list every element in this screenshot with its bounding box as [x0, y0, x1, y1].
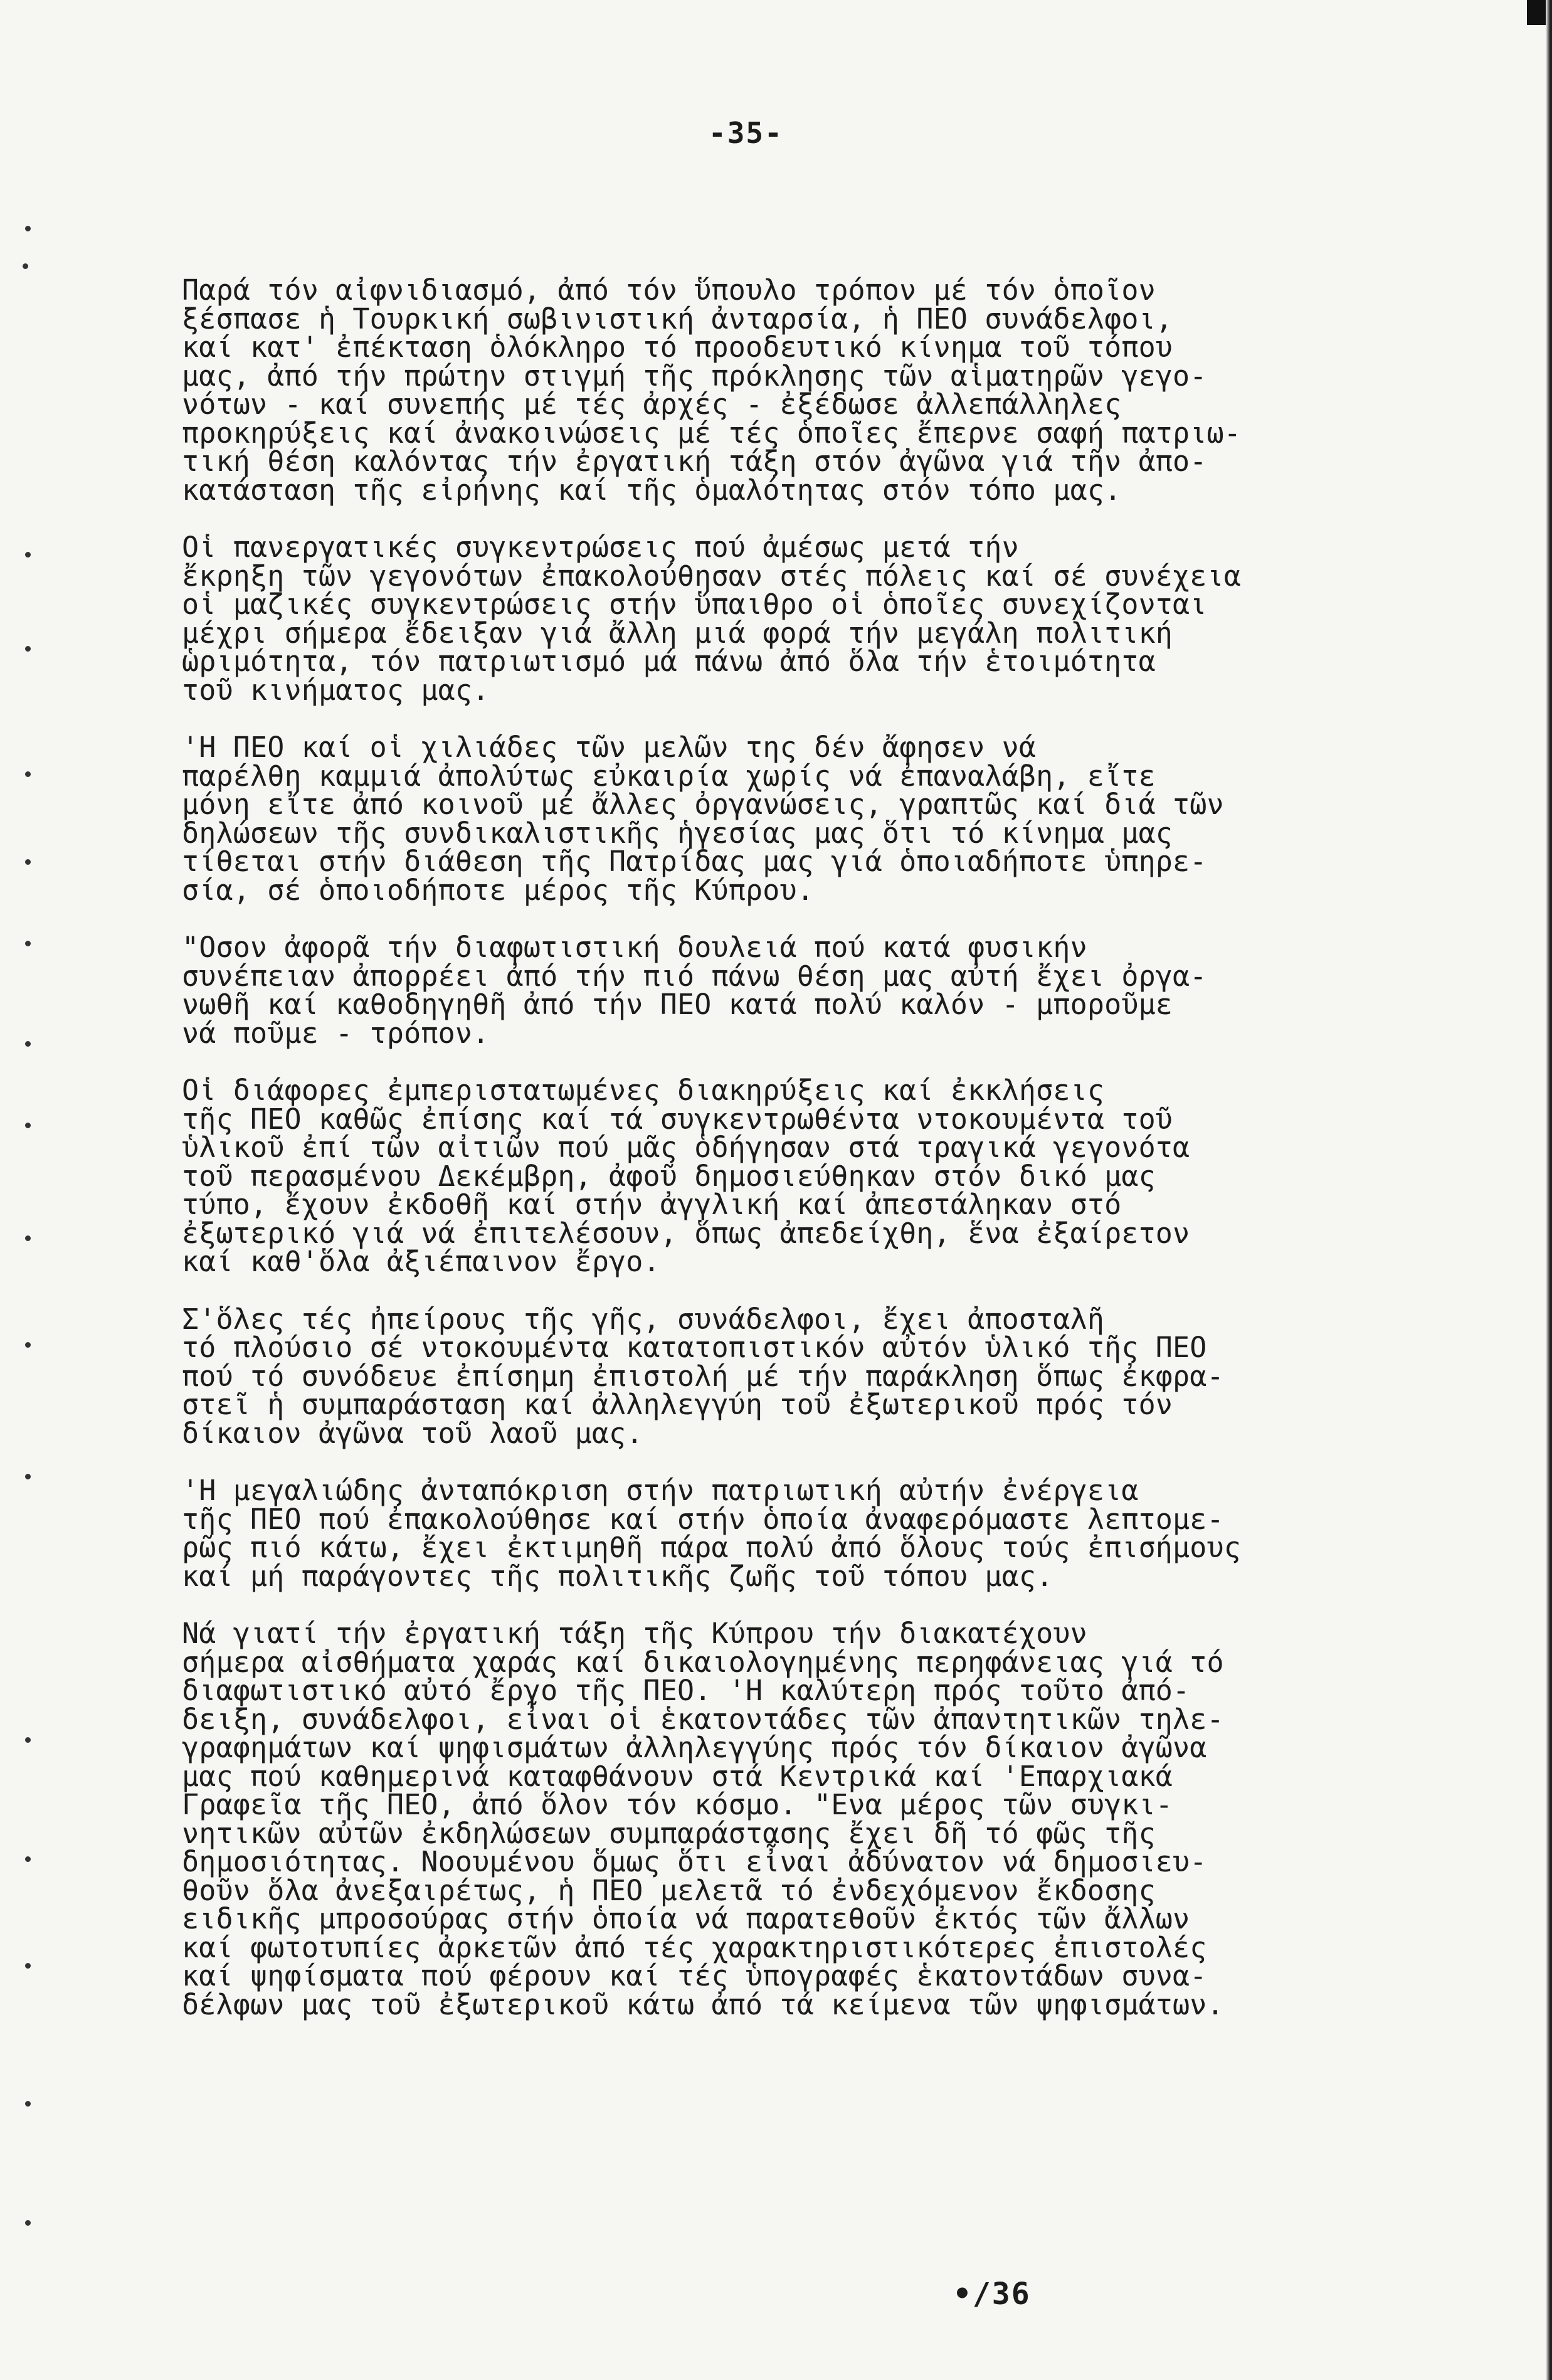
- paragraph: Παρά τόν αἰφνιδιασμό, ἀπό τόν ὕπουλο τρόπον μέ τόν ὁποῖον ξέσπασε ἡ Τουρκική σωβινιστική ἀνταρσία, ἡ ΠΕΟ συνάδελφοι, καί κατ' ἐπέκταση ὁλόκληρο τό προοδευτικό κίνημα τοῦ τόπου μας, ἀπό τήν πρώτην στιγμή τῆς πρόκλησης τῶν αἱματηρῶν γεγο- νότων - καί συνεπής μέ τές ἀρχές - ἐξέδωσε ἀλλεπάλληλες προκηρύξεις καί ἀνακοινώσεις μέ τές ὁποῖες ἔπερνε σαφή πατριω- τική θέση καλόντας τήν ἐργατική τάξη στόν ἀγῶνα γιά τῆν ἀπο- κατάσταση τῆς εἰρήνης καί τῆς ὁμαλότητας στόν τόπο μας.: [182, 273, 1242, 507]
- margin-mark: [25, 1123, 31, 1128]
- paragraph: 'Η μεγαλιώδης ἀνταπόκριση στήν πατριωτική αὐτήν ἐνέργεια τῆς ΠΕΟ πού ἐπακολούθησε καί στήν ὁποία ἀναφερόμαστε λεπτομε- ρῶς πιό κάτω, ἔχει ἐκτιμηθῆ πάρα πολύ ἀπό ὅλους τούς ἐπισήμους καί μή παράγοντες τῆς πολιτικῆς ζωῆς τοῦ τόπου μας.: [182, 1474, 1242, 1593]
- margin-mark: [25, 941, 31, 946]
- margin-mark: [25, 646, 31, 652]
- left-margin-punch-marks: [0, 0, 38, 2380]
- margin-mark: [25, 2220, 31, 2226]
- margin-mark: [25, 1737, 31, 1743]
- paragraph: 'Η ΠΕΟ καί οἱ χιλιάδες τῶν μελῶν της δέν ἄφησεν νά παρέλθη καμμιά ἀπολύτως εὐκαιρία χωρίς νά ἐπαναλάβη, εἴτε μόνη εἴτε ἀπό κοινοῦ μέ ἄλλες ὀργανώσεις, γραπτῶς καί διά τῶν δηλώσεων τῆς συνδικαλιστικῆς ἡγεσίας μας ὅτι τό κίνημα μας τίθεται στήν διάθεση τῆς Πατρίδας μας γιά ὁποιαδήποτε ὑπηρε- σία, σέ ὁποιοδήποτε μέρος τῆς Κύπρου.: [182, 731, 1224, 907]
- margin-mark: [25, 859, 31, 865]
- margin-mark: [25, 2101, 31, 2107]
- margin-mark: [25, 1235, 31, 1241]
- paragraph: "Οσον ἀφορᾶ τήν διαφωτιστική δουλειά πού κατά φυσικήν συνέπειαν ἀπορρέει ἀπό τήν πιό πάνω θέση μας αὐτή ἔχει ὀργα- νωθῆ καί καθοδηγηθῆ ἀπό τήν ΠΕΟ κατά πολύ καλόν - μποροῦμε νά ποῦμε - τρόπον.: [182, 931, 1207, 1050]
- margin-mark: [25, 226, 31, 231]
- page-number: -35-: [709, 116, 783, 150]
- margin-mark: [25, 771, 31, 777]
- margin-mark: [25, 1342, 31, 1348]
- paragraph: Οἱ πανεργατικές συγκεντρώσεις πού ἀμέσως μετά τήν ἔκρηξη τῶν γεγονότων ἐπακολούθησαν στές πόλεις καί σέ συνέχεια οἱ μαζικές συγκεντρώσεις στήν ὕπαιθρο οἱ ὁποῖες συνεχίζονται μέχρι σήμερα ἔδειξαν γιά ἄλλη μιά φορά τήν μεγάλη πολιτική ὡριμότητα, τόν πατριωτισμό μά πάνω ἀπό ὅλα τήν ἑτοιμότητα τοῦ κινήματος μας.: [182, 531, 1242, 707]
- margin-mark: [25, 552, 31, 558]
- margin-mark: [25, 1474, 31, 1479]
- margin-mark: [25, 1963, 31, 1969]
- margin-mark: [23, 263, 28, 269]
- continuation-marker: •/36: [953, 2277, 1031, 2312]
- margin-mark: [25, 1041, 31, 1047]
- paragraph: Σ'ὅλες τές ἠπείρους τῆς γῆς, συνάδελφοι, ἔχει ἀποσταλῆ τό πλούσιο σέ ντοκουμέντα κατατοπιστικόν αὐτόν ὑλικό τῆς ΠΕΟ πού τό συνόδευε ἐπίσημη ἐπιστολή μέ τήν παράκληση ὅπως ἐκφρα- στεῖ ἡ συμπαράσταση καί ἀλληλεγγύη τοῦ ἐξωτερικοῦ πρός τόν δίκαιον ἀγῶνα τοῦ λαοῦ μας.: [182, 1302, 1224, 1450]
- paragraph: Νά γιατί τήν ἐργατική τάξη τῆς Κύπρου τήν διακατέχουν σήμερα αἰσθήματα χαράς καί δικαιολογημένης περηφάνειας γιά τό διαφωτιστικό αὐτό ἔργο τῆς ΠΕΟ. 'Η καλύτερη πρός τοῦτο ἀπό- δειξη, συνάδελφοι, εἶναι οἱ ἑκατοντάδες τῶν ἀπαντητικῶν τηλε- γραφημάτων καί ψηφισμάτων ἀλληλεγγύης πρός τόν δίκαιον ἀγῶνα μας πού καθημερινά καταφθάνουν στά Κεντρικά καί 'Επαρχιακά Γραφεῖα τῆς ΠΕΟ, ἀπό ὅλον τόν κόσμο. "Ενα μέρος τῶν συγκι- νητικῶν αὐτῶν ἐκδηλώσεων συμπαράστασης ἔχει δῆ τό φῶς τῆς δημοσιότητας. Νοουμένου ὅμως ὅτι εἶναι ἀδύνατον νά δημοσιευ- θοῦν ὅλα ἀνεξαιρέτως, ἡ ΠΕΟ μελετᾶ τό ἐνδεχόμενον ἔκδοσης ειδικῆς μπροσούρας στήν ὁποία νά παρατεθοῦν ἐκτός τῶν ἄλλων καί φωτοτυπίες ἀρκετῶν ἀπό τές χαρακτηριστικότερες ἐπιστολές καί ψηφίσματα πού φέρουν καί τές ὑπογραφές ἑκατοντάδων συνα- δέλφων μας τοῦ ἐξωτερικοῦ κάτω ἀπό τά κείμενα τῶν ψηφισμάτων.: [182, 1617, 1224, 2021]
- margin-mark: [25, 1856, 31, 1862]
- scan-edge-shadow: [1546, 0, 1552, 2380]
- body-text: [182, 273, 1392, 2048]
- paragraph: Οἱ διάφορες ἐμπεριστατωμένες διακηρύξεις καί ἐκκλήσεις τῆς ΠΕΟ καθῶς ἐπίσης καί τά συγκεντρωθέντα ντοκουμέντα τοῦ ὑλικοῦ ἐπί τῶν αἰτιῶν πού μᾶς ὁδήγησαν στά τραγικά γεγονότα τοῦ περασμένου Δεκέμβρη, ἀφοῦ δημοσιεύθηκαν στόν δικό μας τύπο, ἔχουν ἐκδοθῆ καί στήν ἀγγλική καί ἀπεστάληκαν στό ἐξωτερικό γιά νά ἐπιτελέσουν, ὅπως ἀπεδείχθη, ἕνα ἐξαίρετον καί καθ'ὅλα ἀξιέπαινον ἔργο.: [182, 1074, 1190, 1278]
